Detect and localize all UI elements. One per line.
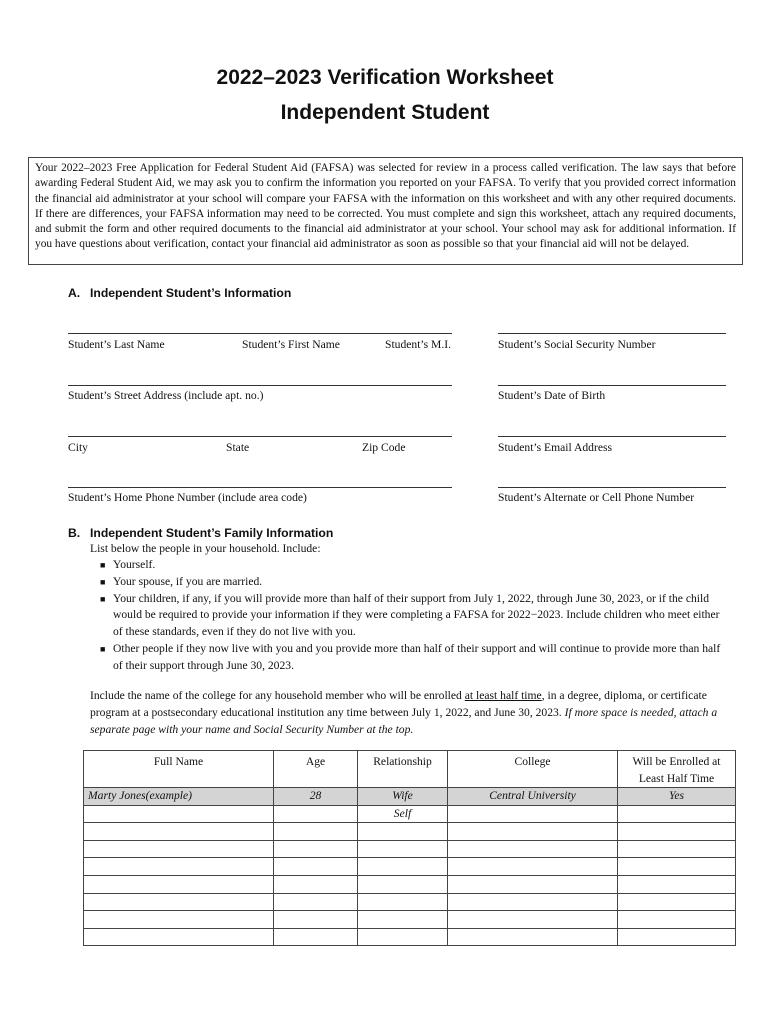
- table-row[interactable]: [84, 840, 736, 858]
- col-age: Age: [274, 751, 358, 788]
- self-row[interactable]: Self: [84, 805, 736, 823]
- table-row[interactable]: [84, 858, 736, 876]
- example-row: Marty Jones(example) 28 Wife Central University Yes: [84, 788, 736, 806]
- intro-paragraph: Your 2022–2023 Free Application for Federal Student Aid (FAFSA) was selected for review in a process called verification. The law says that before awarding Federal Student Aid, we may ask you to confirm the information you reported on your FAFSA. To verify that you provided correct information the financial aid administrator at your school will compare your FAFSA with the information on this worksheet and with any other required documents. If there are differences, your FAFSA information may need to be corrected. You must complete and sign this worksheet, attach any required documents, and submit the form and other required documents to the financial aid administrator at your school. Your school may ask for additional information. If you have questions about verification, contact your financial aid administrator as soon as possible so that your financial aid will not be delayed.: [28, 157, 743, 265]
- email-label: Student’s Email Address: [498, 441, 613, 454]
- last-name-label: Student’s Last Name: [68, 338, 165, 351]
- section-a-letter: A.: [68, 286, 81, 300]
- col-relationship: Relationship: [358, 751, 448, 788]
- cell-phone-label: Student’s Alternate or Cell Phone Number: [498, 491, 695, 504]
- table-header-row: [84, 751, 736, 788]
- table-row[interactable]: [84, 823, 736, 841]
- col-full-name: Full Name: [84, 751, 274, 788]
- list-item: ■ Your spouse, if you are married.: [100, 574, 730, 591]
- section-a-title: Independent Student’s Information: [90, 286, 292, 300]
- list-item: ■ Yourself.: [100, 557, 730, 574]
- cell-phone-line[interactable]: [498, 487, 726, 488]
- dob-line[interactable]: [498, 385, 726, 386]
- zip-label: Zip Code: [362, 441, 406, 454]
- dob-label: Student’s Date of Birth: [498, 389, 606, 402]
- city-label: City: [68, 441, 88, 454]
- col-college: College: [448, 751, 618, 788]
- bullet-icon: ■: [100, 643, 106, 654]
- list-item: ■ Your children, if any, if you will provide more than half of their support from July 1, 2022, through June 30, 2023, or if the child would be required to provide your information if they were completing a FAFSA for 2022−2023. Include children who meet either of these standards, even if they do not live with you.: [100, 591, 720, 639]
- address-line[interactable]: [68, 385, 452, 386]
- table-row[interactable]: [84, 875, 736, 893]
- mi-label: Student’s M.I.: [385, 338, 452, 351]
- page-subtitle: Independent Student: [280, 101, 490, 124]
- list-item: ■ Other people if they now live with you and you provide more than half of their support and will continue to provide more than half of their support through June 30, 2023.: [100, 641, 721, 672]
- table-row[interactable]: [84, 911, 736, 929]
- state-label: State: [226, 441, 250, 454]
- home-phone-label: Student’s Home Phone Number (include area code): [68, 491, 307, 504]
- bullet-icon: ■: [100, 560, 106, 570]
- section-b-title: Independent Student’s Family Information: [90, 526, 334, 540]
- household-include-list: [100, 557, 730, 675]
- first-name-label: Student’s First Name: [242, 338, 340, 351]
- section-a-heading: [68, 286, 291, 300]
- household-table: [83, 750, 736, 946]
- city-state-zip-line[interactable]: [68, 436, 452, 437]
- college-instructions: Include the name of the college for any household member who will be enrolled at least half time, in a degree, diploma, or certificate program at a postsecondary educational institution any time between July 1, 2022, and June 30, 2023. If more space is needed, attach a separate page with your name and Social Security Number at the top.: [90, 689, 718, 736]
- name-line[interactable]: [68, 333, 452, 334]
- bullet-icon: ■: [100, 576, 106, 587]
- table-row[interactable]: [84, 928, 736, 946]
- ssn-line[interactable]: [498, 333, 726, 334]
- bullet-icon: ■: [100, 593, 106, 604]
- email-line[interactable]: [498, 436, 726, 437]
- section-b-heading: [68, 526, 333, 540]
- table-row[interactable]: [84, 893, 736, 911]
- address-label: Student’s Street Address (include apt. no.): [68, 389, 264, 402]
- household-lead: List below the people in your household. Include:: [90, 542, 321, 555]
- home-phone-line[interactable]: [68, 487, 452, 488]
- section-b-letter: B.: [68, 526, 81, 540]
- page-title: 2022–2023 Verification Worksheet: [216, 66, 554, 89]
- ssn-label: Student’s Social Security Number: [498, 338, 656, 351]
- col-enrolled: Will be Enrolled at Least Half Time: [618, 751, 736, 788]
